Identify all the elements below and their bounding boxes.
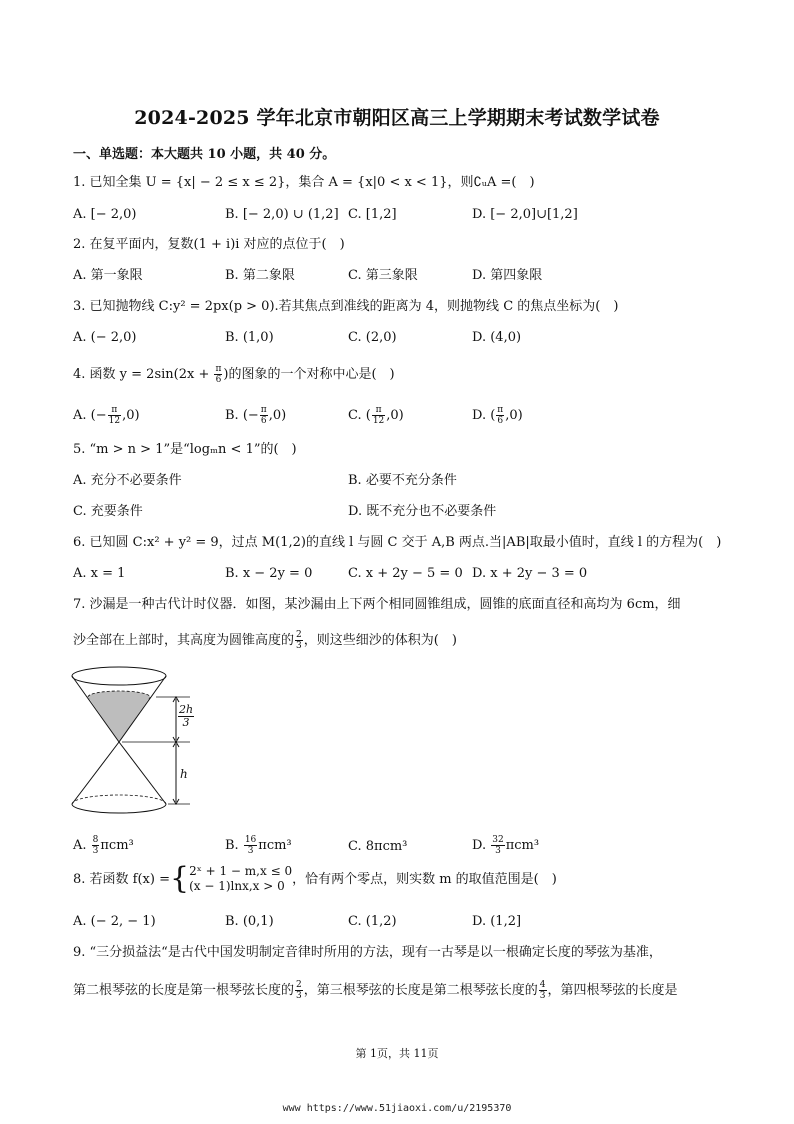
fraction-numerator: π: [497, 405, 504, 415]
fraction-numerator: π: [260, 405, 267, 415]
q2-option-a: A. 第一象限: [73, 268, 143, 283]
option-suffix: πcm³: [505, 838, 540, 853]
option-prefix: C. (: [348, 408, 371, 423]
q1-option-c: C. [1,2]: [348, 207, 397, 222]
q4-option-d: [472, 405, 523, 426]
q6-option-d: D. x + 2y − 3 = 0: [472, 566, 588, 581]
fraction-numerator: 2: [296, 980, 302, 990]
piecewise-case-2: (x − 1)lnx,x > 0: [189, 879, 285, 893]
q8-option-d: D. (1,2]: [472, 914, 522, 929]
fraction-denominator: 3: [247, 846, 254, 856]
q8-option-a: A. (− 2, − 1): [73, 914, 156, 929]
q1-option-b: B. [− 2,0) ∪ (1,2]: [225, 207, 339, 222]
fraction-numerator: 4: [539, 980, 546, 990]
q9-line2-part-a: 第二根琴弦的长度是第一根琴弦长度的: [73, 983, 295, 998]
option-prefix: A.: [73, 838, 91, 853]
q8-option-c: C. (1,2): [348, 914, 397, 929]
piecewise-case-1: 2ˣ + 1 − m,x ≤ 0: [189, 864, 293, 878]
option-suffix: πcm³: [100, 838, 134, 853]
option-fraction: [92, 835, 100, 856]
cone-side-line: [72, 742, 119, 804]
q6-option-c: C. x + 2y − 5 = 0: [348, 566, 463, 581]
question-6-stem: 6. 已知圆 C:x² + y² = 9，过点 M(1,2)的直线 l 与圆 C 交于 A,B 两点.当|AB|取最小值时，直线 l 的方程为( ): [73, 535, 722, 550]
piecewise-brace: {: [169, 861, 190, 896]
question-9-line-2: [73, 980, 678, 1001]
fraction-numerator: 32: [492, 835, 504, 845]
option-fraction: [244, 835, 257, 856]
q2-option-c: C. 第三象限: [348, 268, 418, 283]
label-h: h: [180, 767, 188, 781]
option-prefix: B.: [225, 838, 243, 853]
question-8-stem: [73, 861, 557, 896]
q4-stem-post: )的图象的一个对称中心是( ): [223, 367, 395, 382]
hourglass-diagram: [64, 664, 204, 814]
fraction-numerator: π: [215, 364, 222, 374]
fraction-denominator: 3: [296, 641, 302, 651]
q7-option-c: C. 8πcm³: [348, 839, 408, 854]
q7-line2-post: ，则这些细沙的体积为( ): [303, 633, 457, 648]
q5-option-c: C. 充要条件: [73, 504, 143, 519]
question-4-stem: [73, 364, 395, 385]
option-fraction: [491, 835, 504, 856]
q8-stem-pre: 8. 若函数 f(x) =: [73, 871, 170, 887]
question-2-stem: 2. 在复平面内，复数(1 + i)i 对应的点位于( ): [73, 237, 345, 252]
q6-option-b: B. x − 2y = 0: [225, 566, 313, 581]
section-heading: 一、单选题：本大题共 10 小题，共 40 分。: [73, 147, 336, 162]
q1-option-d: D. [− 2,0]∪[1,2]: [472, 207, 578, 222]
fraction-denominator: 6: [260, 416, 267, 426]
watermark-url: www https://www.51jiaoxi.com/u/2195370: [282, 1103, 512, 1114]
q4-stem-fraction: [214, 364, 222, 385]
question-7-line-1: 7. 沙漏是一种古代计时仪器．如图，某沙漏由上下两个相同圆锥组成，圆锥的底面直径和高均为 6cm，细: [73, 597, 681, 612]
option-suffix: πcm³: [258, 838, 292, 853]
q4-option-a: [73, 405, 140, 426]
q9-line2-part-b: ，第三根琴弦的长度是第二根琴弦长度的: [303, 983, 538, 998]
q3-option-a: A. (− 2,0): [73, 330, 137, 345]
option-prefix: D.: [472, 838, 491, 853]
q7-option-b: [225, 835, 292, 856]
q4-option-b: [225, 405, 286, 426]
option-fraction: [260, 405, 268, 426]
label-denominator: 3: [182, 716, 190, 729]
option-fraction: [108, 405, 121, 426]
question-9-line-1: 9. “三分损益法“是古代中国发明制定音律时所用的方法，现有一古琴是以一根确定长度的琴弦为基准，: [73, 945, 662, 960]
question-1-stem: 1. 已知全集 U = {x| − 2 ≤ x ≤ 2}，集合 A = {x|0 < x < 1}，则∁ᵤA =( ): [73, 175, 535, 190]
question-7-line-2: [73, 630, 457, 651]
fraction-denominator: 3: [296, 991, 302, 1001]
fraction-denominator: 12: [108, 416, 121, 426]
question-3-stem: 3. 已知抛物线 C:y² = 2px(p > 0).若其焦点到准线的距离为 4，则抛物线 C 的焦点坐标为( ): [73, 299, 619, 314]
fraction-numerator: π: [372, 405, 385, 416]
q2-option-d: D. 第四象限: [472, 268, 543, 283]
q5-option-b: B. 必要不充分条件: [348, 473, 457, 488]
q2-option-b: B. 第二象限: [225, 268, 295, 283]
q4-option-c: [348, 405, 404, 426]
q3-option-d: D. (4,0): [472, 330, 522, 345]
option-suffix: ,0): [386, 408, 404, 423]
q8-stem-post: ，恰有两个零点，则实数 m 的取值范围是( ): [292, 871, 557, 887]
fraction-denominator: 3: [539, 991, 546, 1001]
q9-line2-part-c: ，第四根琴弦的长度是: [547, 983, 678, 998]
option-prefix: D. (: [472, 408, 496, 423]
q9-fraction-2: [539, 980, 547, 1001]
q6-option-a: A. x = 1: [73, 566, 126, 581]
page-title: 2024-2025 学年北京市朝阳区高三上学期期末考试数学试卷: [134, 107, 660, 129]
q7-line2-pre: 沙全部在上部时，其高度为圆锥高度的: [73, 633, 295, 648]
label-two-thirds-h: [178, 704, 194, 729]
option-prefix: A. (−: [73, 408, 107, 423]
hourglass-figure: [64, 664, 204, 814]
option-fraction: [372, 405, 385, 426]
q3-option-c: C. (2,0): [348, 330, 397, 345]
q5-option-d: D. 既不充分也不必要条件: [348, 504, 497, 519]
q1-option-a: A. [− 2,0): [73, 207, 137, 222]
fraction-denominator: 12: [372, 416, 385, 426]
option-suffix: ,0): [122, 408, 140, 423]
sand-body: [88, 697, 150, 742]
fraction-denominator: 3: [92, 846, 99, 856]
q8-option-b: B. (0,1): [225, 914, 274, 929]
fraction-denominator: 6: [497, 416, 504, 426]
q4-stem-pre: 4. 函数 y = 2sin(2x +: [73, 367, 214, 382]
cone-side-line: [119, 742, 166, 804]
q7-line2-fraction: [295, 630, 303, 651]
top-rim-ellipse: [72, 667, 166, 685]
bottom-base-front: [72, 804, 166, 813]
fraction-numerator: 8: [92, 835, 99, 845]
option-suffix: ,0): [505, 408, 523, 423]
q9-fraction-1: [295, 980, 303, 1001]
fraction-numerator: 2: [296, 630, 302, 640]
fraction-numerator: π: [108, 405, 121, 416]
page-footer: 第 1页，共 11页: [355, 1047, 439, 1060]
q7-option-a: [73, 835, 134, 856]
option-fraction: [496, 405, 504, 426]
label-numerator: 2h: [179, 703, 194, 716]
fraction-numerator: 16: [244, 835, 257, 845]
fraction-denominator: 3: [495, 846, 501, 856]
q3-option-b: B. (1,0): [225, 330, 274, 345]
option-prefix: B. (−: [225, 408, 259, 423]
piecewise-cases: [189, 864, 292, 894]
bottom-base-back: [72, 795, 166, 804]
q5-option-a: A. 充分不必要条件: [73, 473, 182, 488]
fraction-denominator: 6: [215, 375, 222, 385]
question-5-stem: 5. “m > n > 1”是“logₘn < 1”的( ): [73, 442, 297, 457]
q7-option-d: [472, 835, 539, 856]
option-suffix: ,0): [268, 408, 287, 423]
